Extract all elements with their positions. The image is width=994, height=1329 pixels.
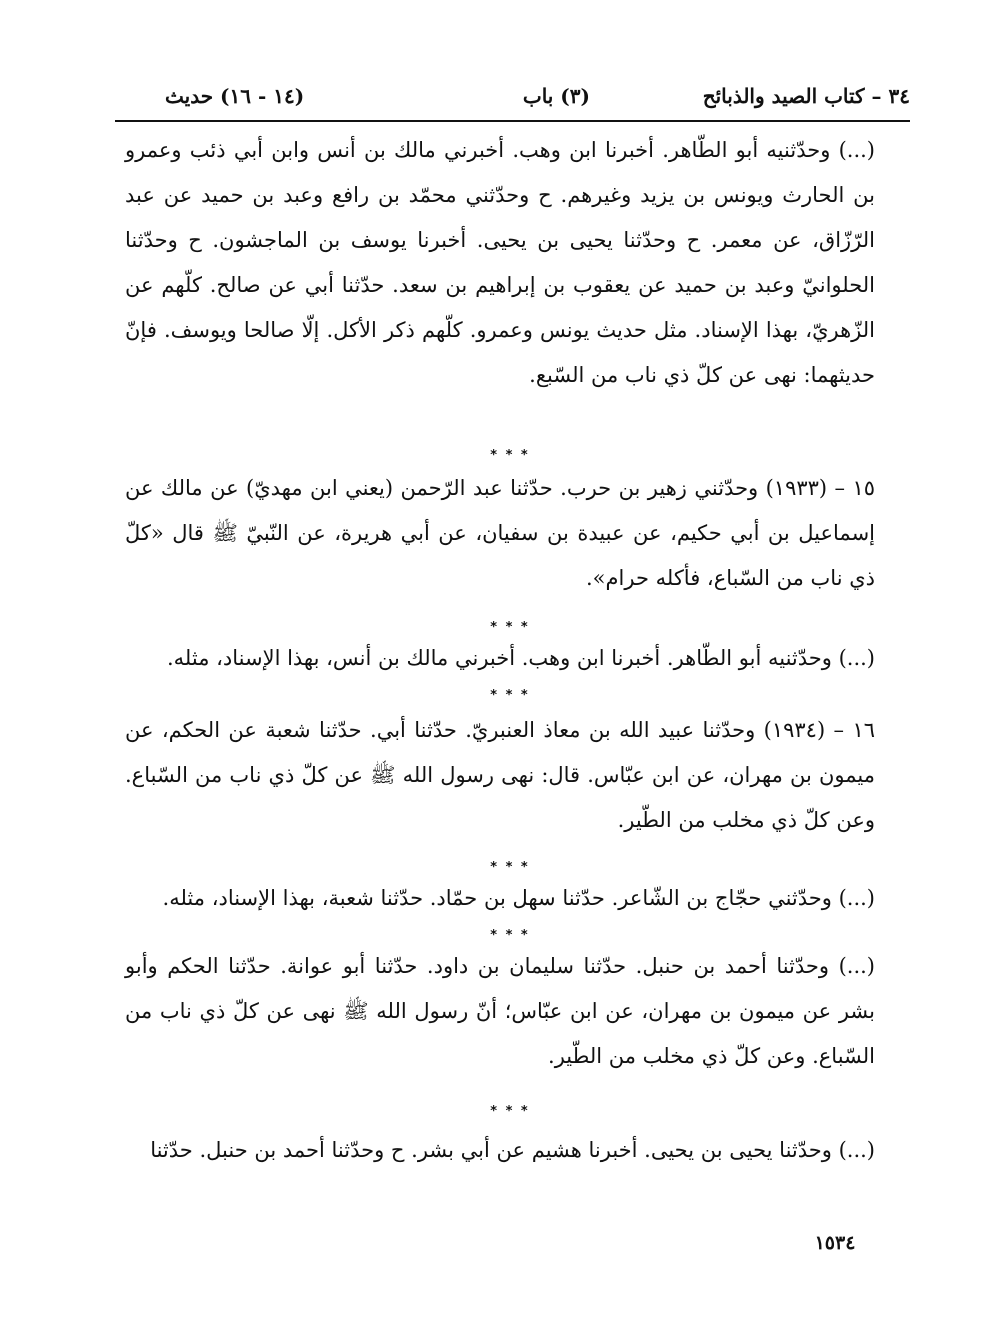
paragraph: (...) وحدّثنا يحيى بن يحيى. أخبرنا هشيم عن أبي بشر. ح وحدّثنا أحمد بن حنبل. حدّثنا [150,1138,875,1162]
book-title: ٣٤ – كتاب الصيد والذبائح [702,84,910,108]
hadith-range: (١٤ - ١٦) حديث [165,84,305,108]
section-separator: * * * [490,928,530,943]
paragraph: (...) وحدّثني حجّاج بن الشّاعر. حدّثنا سهل بن حمّاد. حدّثنا شعبة، بهذا الإسناد، مثله. [162,886,875,910]
section-separator: * * * [490,1104,530,1119]
running-header [115,78,910,118]
section-separator: * * * [490,620,530,635]
section-separator: * * * [490,448,530,463]
chapter-label: (٣) باب [522,84,590,108]
paragraph: (...) وحدّثنيه أبو الطّاهر. أخبرنا ابن وهب. أخبرني مالك بن أنس، بهذا الإسناد، مثله. [166,646,875,670]
paragraph: ١٥ – (١٩٣٣) وحدّثني زهير بن حرب. حدّثنا عبد الرّحمن (يعني ابن مهديّ) عن مالك عن إسماعيل بن أبي حكيم، عن عبيدة بن سفيان، عن أبي هريرة، عن النّبيّ ﷺ قال «كلّ ذي ناب من السّباع، فأكله حرام». [125,476,876,590]
section-separator: * * * [490,860,530,875]
header-rule [115,120,910,122]
paragraph: ١٦ – (١٩٣٤) وحدّثنا عبيد الله بن معاذ العنبريّ. حدّثنا أبي. حدّثنا شعبة عن الحكم، عن ميمون بن مهران، عن ابن عبّاس. قال: نهى رسول الله ﷺ عن كلّ ذي ناب من السّباع. وعن كلّ ذي مخلب من الطّير. [125,718,875,832]
paragraph: (...) وحدّثنيه أبو الطّاهر. أخبرنا ابن وهب. أخبرني مالك بن أنس وابن أبي ذئب وعمرو بن الحارث ويونس بن يزيد وغيرهم. ح وحدّثني محمّد بن رافع وعبد بن حميد عن عبد الرّزّاق، عن معمر. ح وحدّثنا يحيى بن يحيى. أخبرنا يوسف بن الماجشون. ح وحدّثنا الحلوانيّ وعبد بن حميد عن يعقوب بن إبراهيم بن سعد. حدّثنا أبي عن صالح. كلّهم عن الزّهريّ، بهذا الإسناد. مثل حديث يونس وعمرو. كلّهم ذكر الأكل. إلّا صالحا ويوسف. فإنّ حديثهما: نهى عن كلّ ذي ناب من السّبع. [125,138,875,387]
paragraph: (...) وحدّثنا أحمد بن حنبل. حدّثنا سليمان بن داود. حدّثنا أبو عوانة. حدّثنا الحكم وأبو بشر عن ميمون بن مهران، عن ابن عبّاس؛ أنّ رسول الله ﷺ نهى عن كلّ ذي ناب من السّباع. وعن كلّ ذي مخلب من الطّير. [125,954,875,1068]
section-separator: * * * [490,688,530,703]
page-number: ١٥٣٤ [814,1232,856,1254]
